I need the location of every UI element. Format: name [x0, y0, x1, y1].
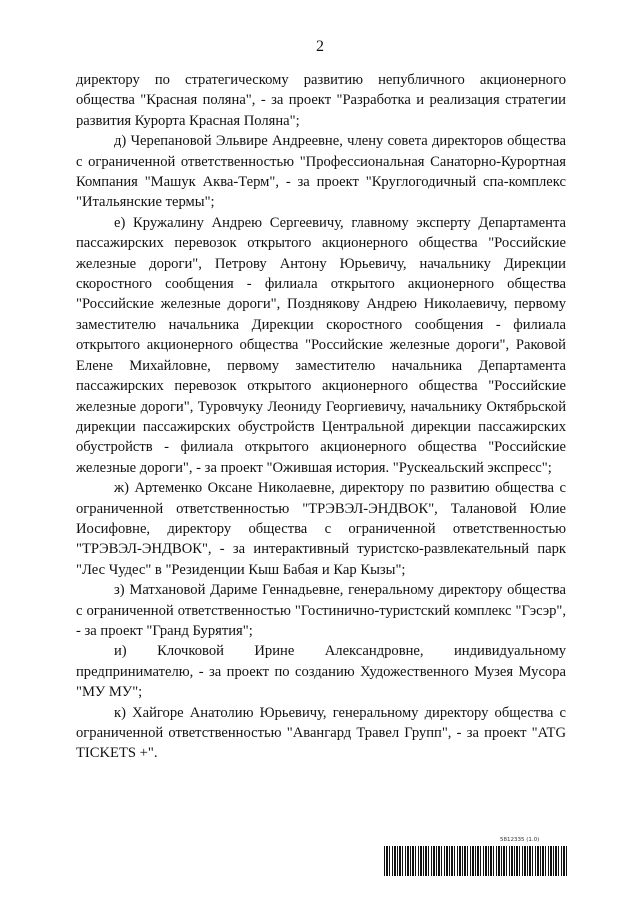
page-number: 2 — [316, 38, 324, 55]
paragraph-item-d: д) Черепановой Эльвире Андреевне, члену совета директоров общества с ограниченной ответственностью "Профессиональная Санаторно-Курортная Компания "Машук Аква-Терм", - за проект "Круглогодичный спа-комплекс "Итальянские термы"; — [76, 133, 566, 211]
document-barcode — [384, 837, 568, 876]
barcode-caption: 5812335 (1.0) — [500, 837, 540, 843]
paragraph-item-k: к) Хайгоре Анатолию Юрьевичу, генеральному директору общества с ограниченной ответственностью "Авангард Травел Групп", - за проект "ATG TICKETS +". — [76, 704, 566, 762]
document-body — [76, 70, 566, 764]
barcode-bars — [384, 846, 568, 876]
paragraph-continuation: директору по стратегическому развитию непубличного акционерного общества "Красная поляна", - за проект "Разработка и реализация стратегии развития Курорта Красная Поляна"; — [76, 72, 566, 129]
paragraph-item-z: з) Матхановой Дариме Геннадьевне, генеральному директору общества с ограниченной ответственностью "Гостинично-туристский комплекс "Гэсэр", - за проект "Гранд Бурятия"; — [76, 582, 566, 639]
paragraph-item-i: и) Клочковой Ирине Александровне, индивидуальному предпринимателю, - за проект по созданию Художественного Музея Мусора "МУ МУ"; — [76, 643, 566, 701]
paragraph-item-e: е) Кружалину Андрею Сергеевичу, главному эксперту Департамента пассажирских перевозок открытого акционерного общества "Российские железные дороги", Петрову Антону Юрьевичу, начальнику Дирекции скоростного сообщения - филиала открытого акционерного общества "Российские железные дороги", Позднякову Андрею Николаевичу, первому заместителю начальника Дирекции скоростного сообщения - филиала открытого акционерного общества "Российские железные дороги", Раковой Елене Михайловне, первому заместителю начальника Департамента пассажирских перевозок открытого акционерного общества "Российские железные дороги", Туровчуку Леониду Георгиевичу, начальнику Октябрьской дирекции пассажирских обустройств Центральной дирекции пассажирских обустройств - филиала открытого акционерного общества "Российские железные дороги", - за проект "Ожившая история. "Рускеальский экспресс"; — [76, 214, 566, 476]
paragraph-item-zh: ж) Артеменко Оксане Николаевне, директору по развитию общества с ограниченной ответственностью "ТРЭВЭЛ-ЭНДВОК", Талановой Юлие Иосифовне, директору общества с ограниченной ответственностью "ТРЭВЭЛ-ЭНДВОК", - за интерактивный туристско-развлекательный парк "Лес Чудес" в "Резиденции Кыш Бабая и Кар Кызы"; — [76, 480, 566, 578]
